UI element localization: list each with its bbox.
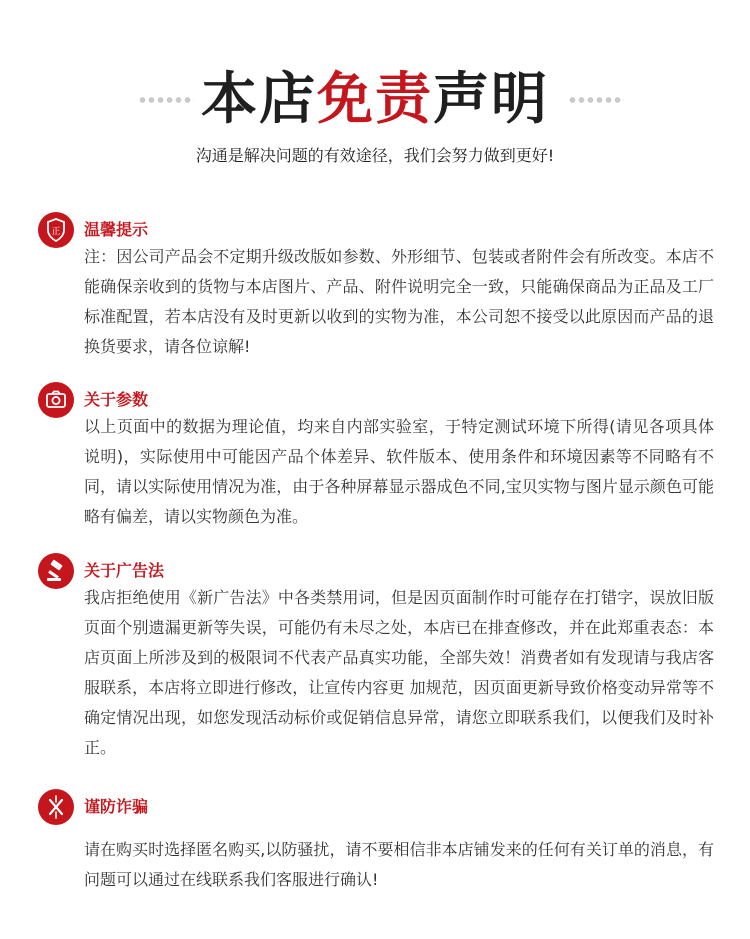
section-title-advertising-law: 关于广告法 (84, 561, 165, 580)
camera-icon (38, 382, 74, 418)
section-body-advertising-law: 我店拒绝使用《新广告法》中各类禁用词，但是因页面制作时可能存在打错字，误放旧版页面个别遗漏更新等失误，可能仍有未尽之处，本店已在排查修改，并在此郑重表态：本店页面上所涉及到的极限词不代表产品真实功能，全部失效！消费者如有发现请与我店客服联系，本店将立即进行修改，让宣传内容更 加规范，因页面更新导致价格变动异常等不确定情况出现，如您发现活动标价或促销信息异常，请您立即联系我们，以便我们及时补正。 (84, 588, 714, 757)
gavel-icon (38, 553, 74, 589)
section-title-parameters: 关于参数 (84, 390, 149, 409)
section-body-tips: 注：因公司产品会不定期升级改版如参数、外形细节、包装或者附件会有所改变。本店不能确保亲收到的货物与本店图片、产品、附件说明完全一致，只能确保商品为正品及工厂标准配置，若本店没有及时更新以收到的实物为准，本公司恕不接受以此原因而产品的退换货要求，请各位谅解! (84, 247, 714, 356)
page-title (0, 60, 750, 140)
page-title-part3: 声明 (433, 67, 549, 132)
section-body-parameters: 以上页面中的数据为理论值，均来自内部实验室，于特定测试环境下所得(请见各项具体说明)，实际使用中可能因产品个体差异、软件版本、使用条件和环境因素等不同略有不同，请以实际使用情况为准，由于各种屏幕显示器成色不同,宝贝实物与图片显示颜色可能略有偏差，请以实物颜色为准。 (84, 417, 714, 526)
page-title-part2: 免责 (317, 67, 433, 132)
section-title-anti-fraud: 谨防诈骗 (84, 797, 149, 816)
page-title-part1: 本店 (201, 67, 317, 132)
section-title-tips: 温馨提示 (84, 220, 149, 239)
section-body-anti-fraud: 请在购买时选择匿名购买,以防骚扰，请不要相信非本店铺发来的任何有关订单的消息，有问题可以通过在线联系我们客服进行确认! (84, 840, 714, 889)
broken-shield-icon (38, 789, 74, 825)
page-subtitle: 沟通是解决问题的有效途径，我们会努力做到更好! (195, 146, 555, 165)
header (0, 60, 750, 140)
shield-icon (38, 212, 74, 248)
svg-text:正: 正 (51, 227, 61, 237)
decorative-dots-right (568, 96, 624, 104)
